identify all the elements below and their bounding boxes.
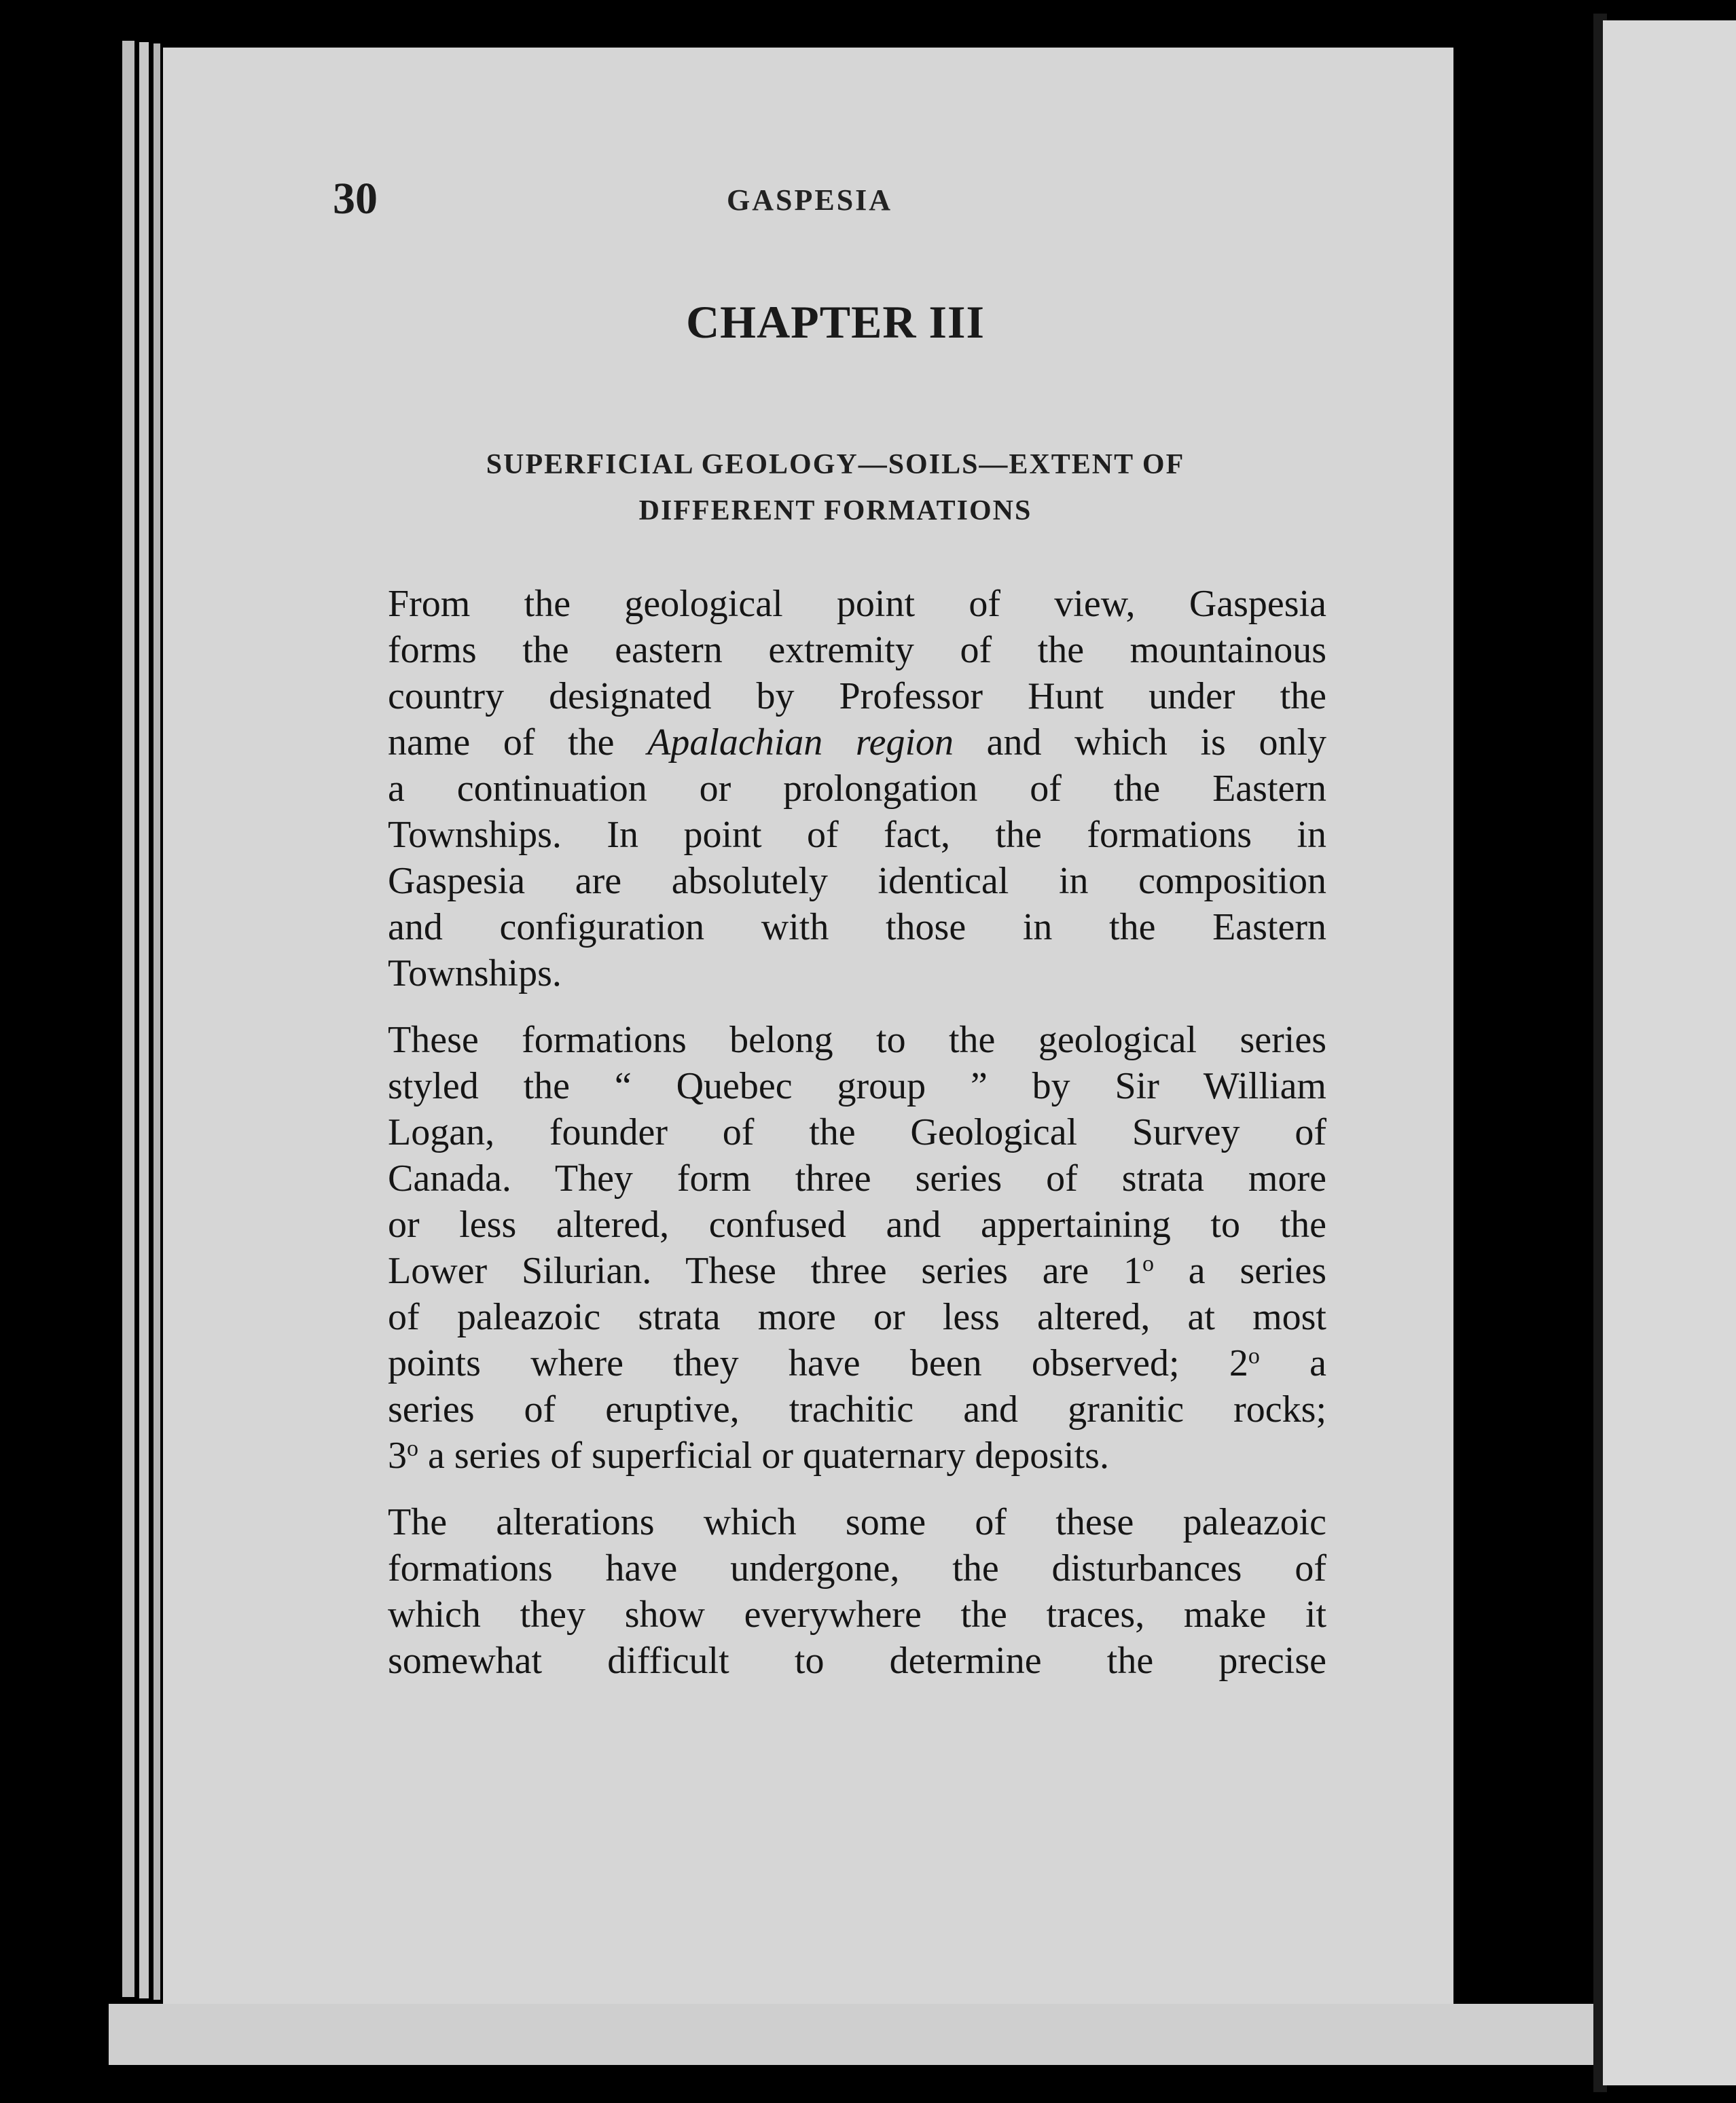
subtitle-line: SUPERFICIAL GEOLOGY—SOILS—EXTENT OF <box>486 449 1185 480</box>
text-fragment: a series of superficial or quaternary deposits. <box>418 1435 1109 1477</box>
paragraph <box>342 581 1326 996</box>
page-bottom-edge <box>109 2004 1603 2065</box>
text-fragment: a <box>1259 1342 1326 1384</box>
text-line: country designated by Professor Hunt under the <box>388 675 1326 717</box>
body-text <box>342 581 1326 1704</box>
facing-page <box>1603 20 1736 2085</box>
text-line: or less altered, confused and appertaining to the <box>388 1204 1326 1246</box>
text-fragment: name of the <box>388 721 648 763</box>
ordinal-mark: o <box>1142 1251 1154 1276</box>
text-line: somewhat difficult to determine the precise <box>388 1640 1326 1682</box>
text-line: forms the eastern extremity of the mountainous <box>388 629 1326 671</box>
text-line: Logan, founder of the Geological Survey of <box>388 1111 1326 1153</box>
ordinal-mark: o <box>407 1436 418 1461</box>
text-line: These formations belong to the geological series <box>388 1019 1326 1061</box>
italic-phrase: Apalachian region <box>647 721 954 763</box>
text-line <box>342 719 1326 766</box>
text-line: formations have undergone, the disturbances of <box>388 1547 1326 1589</box>
paragraph <box>342 1499 1326 1684</box>
chapter-title: CHAPTER III <box>686 296 985 348</box>
text-line: Gaspesia are absolutely identical in composition <box>388 860 1326 902</box>
text-fragment: and which is only <box>954 721 1326 763</box>
chapter-subtitle <box>367 442 1304 534</box>
text-fragment: Lower Silurian. These three series are 1 <box>388 1250 1142 1292</box>
text-line <box>342 1340 1326 1386</box>
text-fragment: a series <box>1153 1250 1326 1292</box>
text-line <box>342 1433 1326 1479</box>
text-line: From the geological point of view, Gaspesia <box>388 583 1326 625</box>
page-header <box>333 173 1338 228</box>
text-line <box>342 1248 1326 1294</box>
text-line: The alterations which some of these paleazoic <box>388 1501 1326 1543</box>
text-line: Canada. They form three series of strata more <box>388 1157 1326 1200</box>
text-fragment: points where they have been observed; 2 <box>388 1342 1248 1384</box>
text-line: Townships. <box>388 952 562 994</box>
text-line: a continuation or prolongation of the Eastern <box>388 768 1326 810</box>
text-line: Townships. In point of fact, the formations in <box>388 814 1326 856</box>
text-line: and configuration with those in the Eastern <box>388 906 1326 948</box>
text-line: styled the “ Quebec group ” by Sir William <box>388 1065 1326 1107</box>
text-fragment: 3 <box>388 1435 407 1477</box>
text-line: of paleazoic strata more or less altered, at most <box>388 1296 1326 1338</box>
page-edge <box>122 41 134 1997</box>
text-line: which they show everywhere the traces, make it <box>388 1594 1326 1636</box>
ordinal-mark: o <box>1248 1344 1260 1369</box>
subtitle-line: DIFFERENT FORMATIONS <box>638 495 1032 526</box>
running-head: GASPESIA <box>727 183 893 217</box>
paragraph <box>342 1017 1326 1479</box>
text-line: series of eruptive, trachitic and granitic rocks; <box>388 1388 1326 1431</box>
page-edge <box>153 43 160 2000</box>
page-edge <box>139 42 149 1998</box>
page-number: 30 <box>333 174 378 223</box>
